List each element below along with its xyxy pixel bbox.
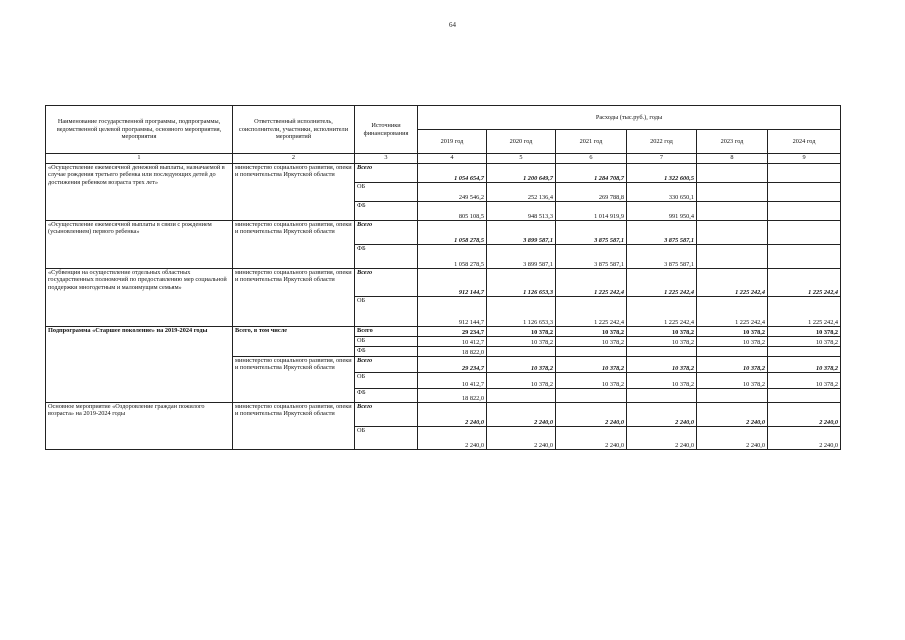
value-cell: 10 378,2 [556,357,627,373]
source-cell: ФБ [355,389,418,403]
measure-name: «Осуществление ежемесячной выплаты в связи с рождением (усыновлением) первого ребенка» [46,221,233,269]
value-cell: 1 058 278,5 [418,245,487,269]
year-2019: 2019 год [418,130,487,154]
value-cell: 10 378,2 [487,327,556,337]
value-cell: 3 899 587,1 [487,221,556,245]
value-cell: 10 378,2 [768,327,841,337]
value-cell [697,347,768,357]
value-cell: 2 240,0 [768,403,841,427]
value-cell: 3 875 587,1 [556,221,627,245]
header-source: Источники финансирования [355,106,418,154]
value-cell: 2 240,0 [418,427,487,450]
year-2024: 2024 год [768,130,841,154]
value-cell: 912 144,7 [418,297,487,327]
source-cell: ОБ [355,297,418,327]
value-cell: 1 126 653,3 [487,297,556,327]
value-cell: 18 822,0 [418,347,487,357]
value-cell: 10 378,2 [697,357,768,373]
value-cell: 10 378,2 [768,337,841,347]
value-cell: 2 240,0 [627,427,697,450]
value-cell: 948 513,3 [487,202,556,221]
responsible-executor: министерство социального развития, опеки и попечительства Иркутской области [233,164,355,221]
header-responsible: Ответственный исполнитель, соисполнители, участники, исполнители мероприятий [233,106,355,154]
header-expenses: Расходы (тыс.руб.), годы [418,106,841,130]
responsible-executor: министерство социального развития, опеки и попечительства Иркутской области [233,403,355,450]
responsible-executor: министерство социального развития, опеки и попечительства Иркутской области [233,269,355,327]
value-cell: 1 200 649,7 [487,164,556,183]
value-cell: 1 225 242,4 [697,297,768,327]
source-cell: ОБ [355,183,418,202]
value-cell: 1 225 242,4 [627,297,697,327]
value-cell [556,347,627,357]
value-cell: 10 378,2 [627,373,697,389]
measure-name: «Осуществление ежемесячной денежной выплаты, назначаемой в случае рождения третьего ребенка или последующих детей до достижения ребенком возраста трех лет» [46,164,233,221]
value-cell: 1 225 242,4 [697,269,768,297]
value-cell: 1 014 919,9 [556,202,627,221]
value-cell: 10 378,2 [487,373,556,389]
year-2022: 2022 год [627,130,697,154]
value-cell [768,183,841,202]
value-cell: 10 378,2 [556,337,627,347]
value-cell: 3 899 587,1 [487,245,556,269]
value-cell: 2 240,0 [556,427,627,450]
value-cell: 1 225 242,4 [556,297,627,327]
value-cell: 10 412,7 [418,337,487,347]
responsible-executor: министерство социального развития, опеки и попечительства Иркутской области [233,221,355,269]
year-2021: 2021 год [556,130,627,154]
col-num: 1 [46,154,233,164]
value-cell [768,202,841,221]
value-cell: 2 240,0 [697,403,768,427]
source-cell: Всего [355,357,418,373]
value-cell: 18 822,0 [418,389,487,403]
value-cell: 1 126 653,3 [487,269,556,297]
source-cell: Всего [355,164,418,183]
col-num: 4 [418,154,487,164]
source-cell: Всего [355,269,418,297]
table-row [46,269,841,297]
year-2020: 2020 год [487,130,556,154]
measure-name: «Субвенция на осуществление отдельных областных государственных полномочий по предоставлению мер социальной поддержки многодетным и малоимущим семьям» [46,269,233,327]
value-cell [487,389,556,403]
responsible-executor: министерство социального развития, опеки и попечительства Иркутской области [233,357,355,403]
value-cell: 10 378,2 [627,327,697,337]
value-cell: 10 378,2 [768,357,841,373]
source-cell: Всего [355,327,418,337]
table-row [46,164,841,183]
value-cell: 2 240,0 [768,427,841,450]
value-cell [697,245,768,269]
value-cell: 10 378,2 [627,337,697,347]
value-cell: 2 240,0 [418,403,487,427]
value-cell: 2 240,0 [487,427,556,450]
source-cell: ОБ [355,427,418,450]
year-2023: 2023 год [697,130,768,154]
value-cell: 1 225 242,4 [768,269,841,297]
header-name: Наименование государственной программы, подпрограммы, ведомственной целевой программы, основного мероприятия, мероприятия [46,106,233,154]
source-cell: Всего [355,221,418,245]
value-cell: 1 225 242,4 [627,269,697,297]
header-row [46,106,841,130]
column-numbers-row [46,154,841,164]
value-cell: 2 240,0 [556,403,627,427]
value-cell: 29 234,7 [418,357,487,373]
source-cell: Всего [355,403,418,427]
table-row [46,327,841,337]
value-cell: 10 378,2 [697,373,768,389]
value-cell [487,347,556,357]
value-cell: 10 378,2 [487,337,556,347]
value-cell [768,389,841,403]
value-cell: 3 875 587,1 [627,245,697,269]
measure-name: Основное мероприятие «Оздоровление граждан пожилого возраста» на 2019-2024 годы [46,403,233,450]
col-num: 8 [697,154,768,164]
value-cell [697,221,768,245]
value-cell: 10 378,2 [768,373,841,389]
col-num: 6 [556,154,627,164]
value-cell [768,245,841,269]
source-cell: ФБ [355,202,418,221]
value-cell: 991 950,4 [627,202,697,221]
value-cell: 10 378,2 [556,373,627,389]
col-num: 5 [487,154,556,164]
value-cell [697,164,768,183]
value-cell: 10 378,2 [697,337,768,347]
value-cell: 10 378,2 [627,357,697,373]
source-cell: ФБ [355,347,418,357]
col-num: 9 [768,154,841,164]
value-cell [627,389,697,403]
col-num: 2 [233,154,355,164]
value-cell: 2 240,0 [487,403,556,427]
table-row [46,403,841,427]
value-cell: 29 234,7 [418,327,487,337]
table-row [46,221,841,245]
value-cell [768,164,841,183]
value-cell [697,183,768,202]
value-cell: 1 225 242,4 [768,297,841,327]
value-cell: 249 546,2 [418,183,487,202]
value-cell [697,389,768,403]
value-cell: 252 136,4 [487,183,556,202]
value-cell: 1 284 708,7 [556,164,627,183]
source-cell: ОБ [355,337,418,347]
value-cell: 269 788,8 [556,183,627,202]
value-cell: 3 875 587,1 [556,245,627,269]
value-cell [768,221,841,245]
value-cell: 10 378,2 [697,327,768,337]
value-cell: 3 875 587,1 [627,221,697,245]
value-cell: 1 322 600,5 [627,164,697,183]
value-cell: 330 650,1 [627,183,697,202]
value-cell: 2 240,0 [627,403,697,427]
value-cell: 912 144,7 [418,269,487,297]
value-cell: 1 058 278,5 [418,221,487,245]
budget-table [45,105,841,450]
value-cell [697,202,768,221]
value-cell [768,347,841,357]
value-cell: 805 108,5 [418,202,487,221]
value-cell: 1 054 654,7 [418,164,487,183]
col-num: 7 [627,154,697,164]
value-cell: 10 378,2 [487,357,556,373]
value-cell [627,347,697,357]
responsible-total: Всего, в том числе [233,327,355,357]
value-cell: 10 412,7 [418,373,487,389]
value-cell: 1 225 242,4 [556,269,627,297]
value-cell: 2 240,0 [697,427,768,450]
col-num: 3 [355,154,418,164]
value-cell: 10 378,2 [556,327,627,337]
value-cell [556,389,627,403]
source-cell: ОБ [355,373,418,389]
subprogram-name: Подпрограмма «Старшее поколение» на 2019-2024 годы [46,327,233,403]
page-number: 64 [449,21,456,29]
source-cell: ФБ [355,245,418,269]
